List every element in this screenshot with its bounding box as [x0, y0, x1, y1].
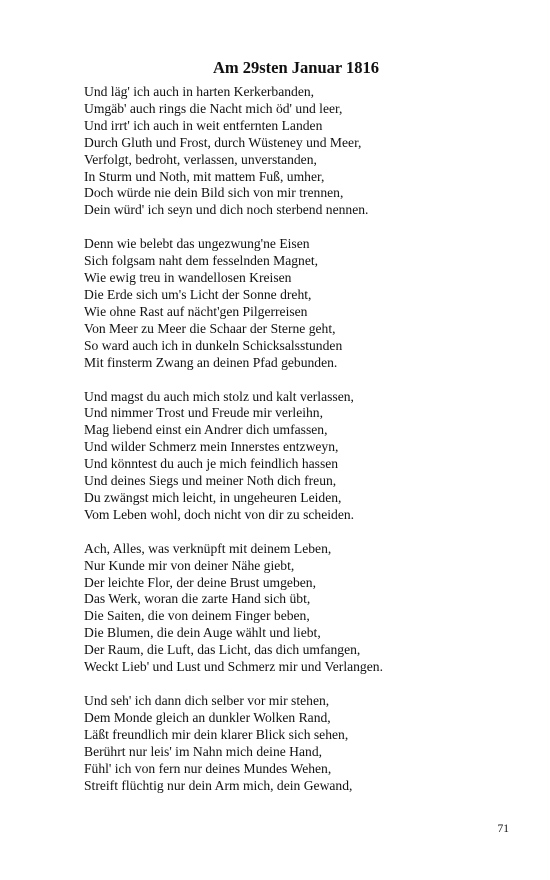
poem-line: Sich folgsam naht dem fesselnden Magnet, [84, 253, 319, 269]
poem-line: Vom Leben wohl, doch nicht von dir zu scheiden. [84, 506, 355, 522]
poem-line: Dein würd' ich seyn und dich noch sterbend nennen. [84, 202, 369, 218]
poem-line: Läßt freundlich mir dein klarer Blick sich sehen, [84, 726, 349, 742]
poem-body [84, 84, 524, 811]
poem-line: Verfolgt, bedroht, verlassen, unverstanden, [84, 151, 317, 167]
poem-line: Der Raum, die Luft, das Licht, das dich umfangen, [84, 642, 361, 658]
poem-line: Nur Kunde mir von deiner Nähe giebt, [84, 557, 295, 573]
poem-line: Und nimmer Trost und Freude mir verleihn, [84, 405, 324, 421]
poem-line: Fühl' ich von fern nur deines Mundes Wehen, [84, 760, 332, 776]
poem-line: Du zwängst mich leicht, in ungeheuren Leiden, [84, 489, 342, 505]
poem-line: So ward auch ich in dunkeln Schicksalsstunden [84, 337, 343, 353]
poem-title: Am 29sten Januar 1816 [212, 58, 380, 77]
poem-line: Der leichte Flor, der deine Brust umgeben, [84, 574, 316, 590]
poem-line: Dem Monde gleich an dunkler Wolken Rand, [84, 709, 331, 725]
poem-line: Von Meer zu Meer die Schaar der Sterne geht, [84, 320, 336, 336]
stanza-2 [84, 236, 524, 371]
poem-line: Mag liebend einst ein Andrer dich umfassen, [84, 422, 328, 438]
poem-line: Die Blumen, die dein Auge wählt und liebt, [84, 625, 321, 641]
poem-line: Das Werk, woran die zarte Hand sich übt, [84, 591, 311, 607]
poem-line: Mit finsterm Zwang an deinen Pfad gebunden. [84, 354, 338, 370]
stanza-4 [84, 541, 524, 676]
poem-line: Und magst du auch mich stolz und kalt verlassen, [84, 388, 354, 404]
poem-line: Durch Gluth und Frost, durch Wüsteney und Meer, [84, 134, 362, 150]
poem-line: Umgäb' auch rings die Nacht mich öd' und leer, [84, 100, 343, 116]
poem-line: Ach, Alles, was verknüpft mit deinem Leben, [84, 540, 332, 556]
stanza-1 [84, 84, 524, 219]
poem-line: Denn wie belebt das ungezwung'ne Eisen [84, 236, 310, 252]
poem-line: Die Saiten, die von deinem Finger beben, [84, 608, 310, 624]
stanza-3 [84, 389, 524, 524]
poem-line: Und seh' ich dann dich selber vor mir stehen, [84, 693, 330, 708]
poem-line: Und wilder Schmerz mein Innerstes entzweyn, [84, 439, 339, 455]
poem-line: Wie ewig treu in wandellosen Kreisen [84, 270, 292, 286]
stanza-5 [84, 693, 524, 794]
poem-line: Weckt Lieb' und Lust und Schmerz mir und Verlangen. [84, 659, 383, 675]
poem-line: Und läg' ich auch in harten Kerkerbanden, [84, 84, 315, 99]
poem-line: Doch würde nie dein Bild sich von mir trennen, [84, 185, 344, 201]
poem-line: Wie ohne Rast auf nächt'gen Pilgerreisen [84, 303, 308, 319]
poem-line: Streift flüchtig nur dein Arm mich, dein Gewand, [84, 777, 353, 793]
poem-line: Berührt nur leis' im Nahn mich deine Hand, [84, 743, 323, 759]
poem-line: Und irrt' ich auch in weit entfernten Landen [84, 117, 323, 133]
poem-line: Und deines Siegs und meiner Noth dich freun, [84, 473, 337, 489]
poem-line: Die Erde sich um's Licht der Sonne dreht, [84, 286, 312, 302]
page-number: 71 [497, 823, 509, 835]
poem-line: Und könntest du auch je mich feindlich hassen [84, 456, 339, 472]
poem-line: In Sturm und Noth, mit mattem Fuß, umher, [84, 168, 325, 184]
